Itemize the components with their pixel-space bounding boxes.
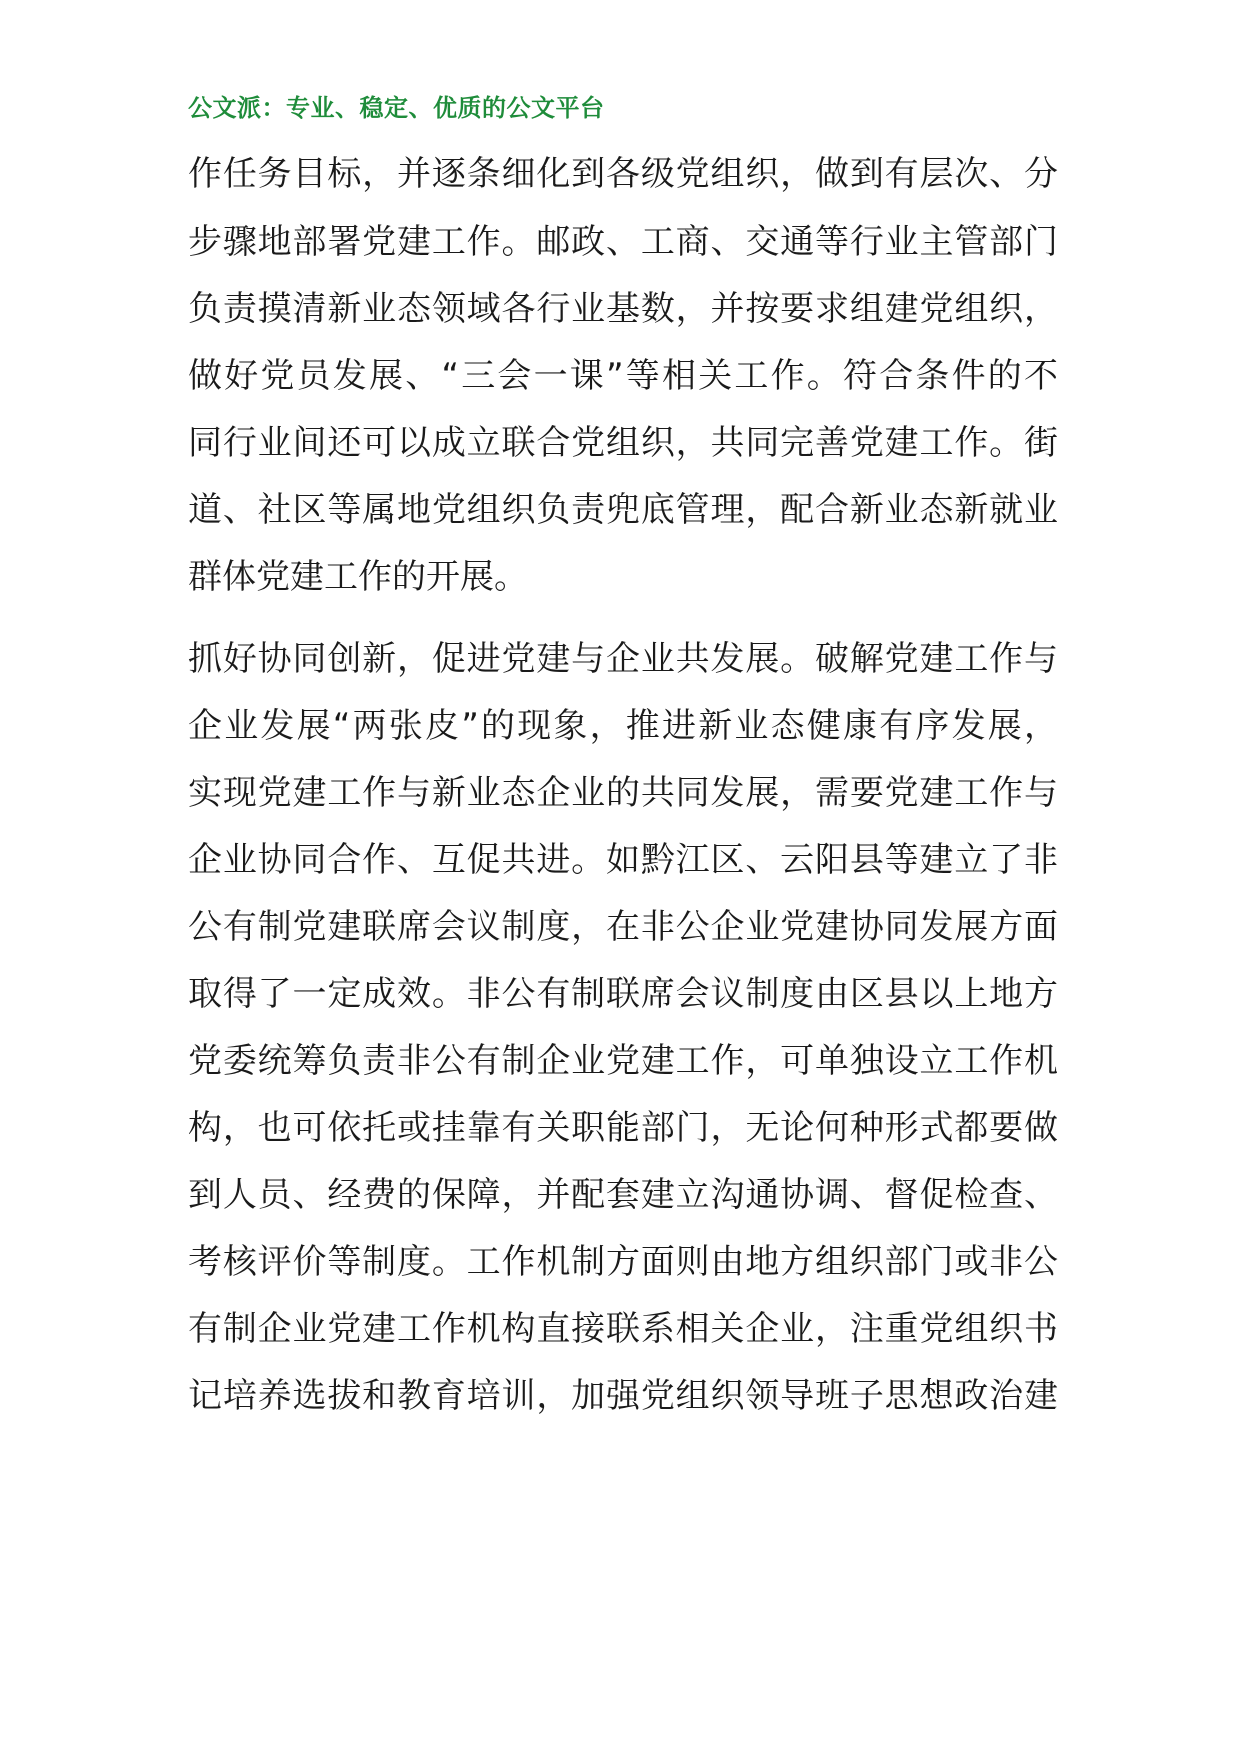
paragraph-1-line-4: 做好党员发展、“三会一课”等相关工作。符合条件的不 (188, 356, 1058, 396)
paragraph-2-line-12: 记培养选拔和教育培训，加强党组织领导班子思想政治建 (188, 1376, 1058, 1416)
paragraph-2-line-6: 取得了一定成效。非公有制联席会议制度由区县以上地方 (188, 974, 1058, 1014)
paragraph-2-line-5: 公有制党建联席会议制度，在非公企业党建协同发展方面 (188, 907, 1058, 947)
paragraph-2-line-11: 有制企业党建工作机构直接联系相关企业，注重党组织书 (188, 1309, 1058, 1349)
paragraph-2-line-7: 党委统筹负责非公有制企业党建工作，可单独设立工作机 (188, 1041, 1058, 1081)
paragraph-1-line-3: 负责摸清新业态领域各行业基数，并按要求组建党组织， (188, 289, 1058, 329)
paragraph-2-line-4: 企业协同合作、互促共进。如黔江区、云阳县等建立了非 (188, 840, 1058, 880)
paragraph-2-line-10: 考核评价等制度。工作机制方面则由地方组织部门或非公 (188, 1242, 1058, 1282)
paragraph-1-line-2: 步骤地部署党建工作。邮政、工商、交通等行业主管部门 (188, 222, 1058, 262)
paragraph-2-line-8: 构，也可依托或挂靠有关职能部门，无论何种形式都要做 (188, 1108, 1058, 1148)
paragraph-1-line-1: 作任务目标，并逐条细化到各级党组织，做到有层次、分 (188, 154, 1058, 194)
paragraph-2-line-2: 企业发展“两张皮”的现象，推进新业态健康有序发展， (188, 706, 1058, 746)
paragraph-1-line-6: 道、社区等属地党组织负责兜底管理，配合新业态新就业 (188, 490, 1058, 530)
paragraph-2-line-9: 到人员、经费的保障，并配套建立沟通协调、督促检查、 (188, 1175, 1058, 1215)
page-header: 公文派：专业、稳定、优质的公文平台 (188, 94, 605, 122)
paragraph-1-line-5: 同行业间还可以成立联合党组织，共同完善党建工作。街 (188, 423, 1058, 463)
paragraph-1-line-7: 群体党建工作的开展。 (188, 557, 528, 597)
paragraph-2-line-1: 抓好协同创新，促进党建与企业共发展。破解党建工作与 (188, 639, 1058, 679)
paragraph-2-line-3: 实现党建工作与新业态企业的共同发展，需要党建工作与 (188, 773, 1058, 813)
